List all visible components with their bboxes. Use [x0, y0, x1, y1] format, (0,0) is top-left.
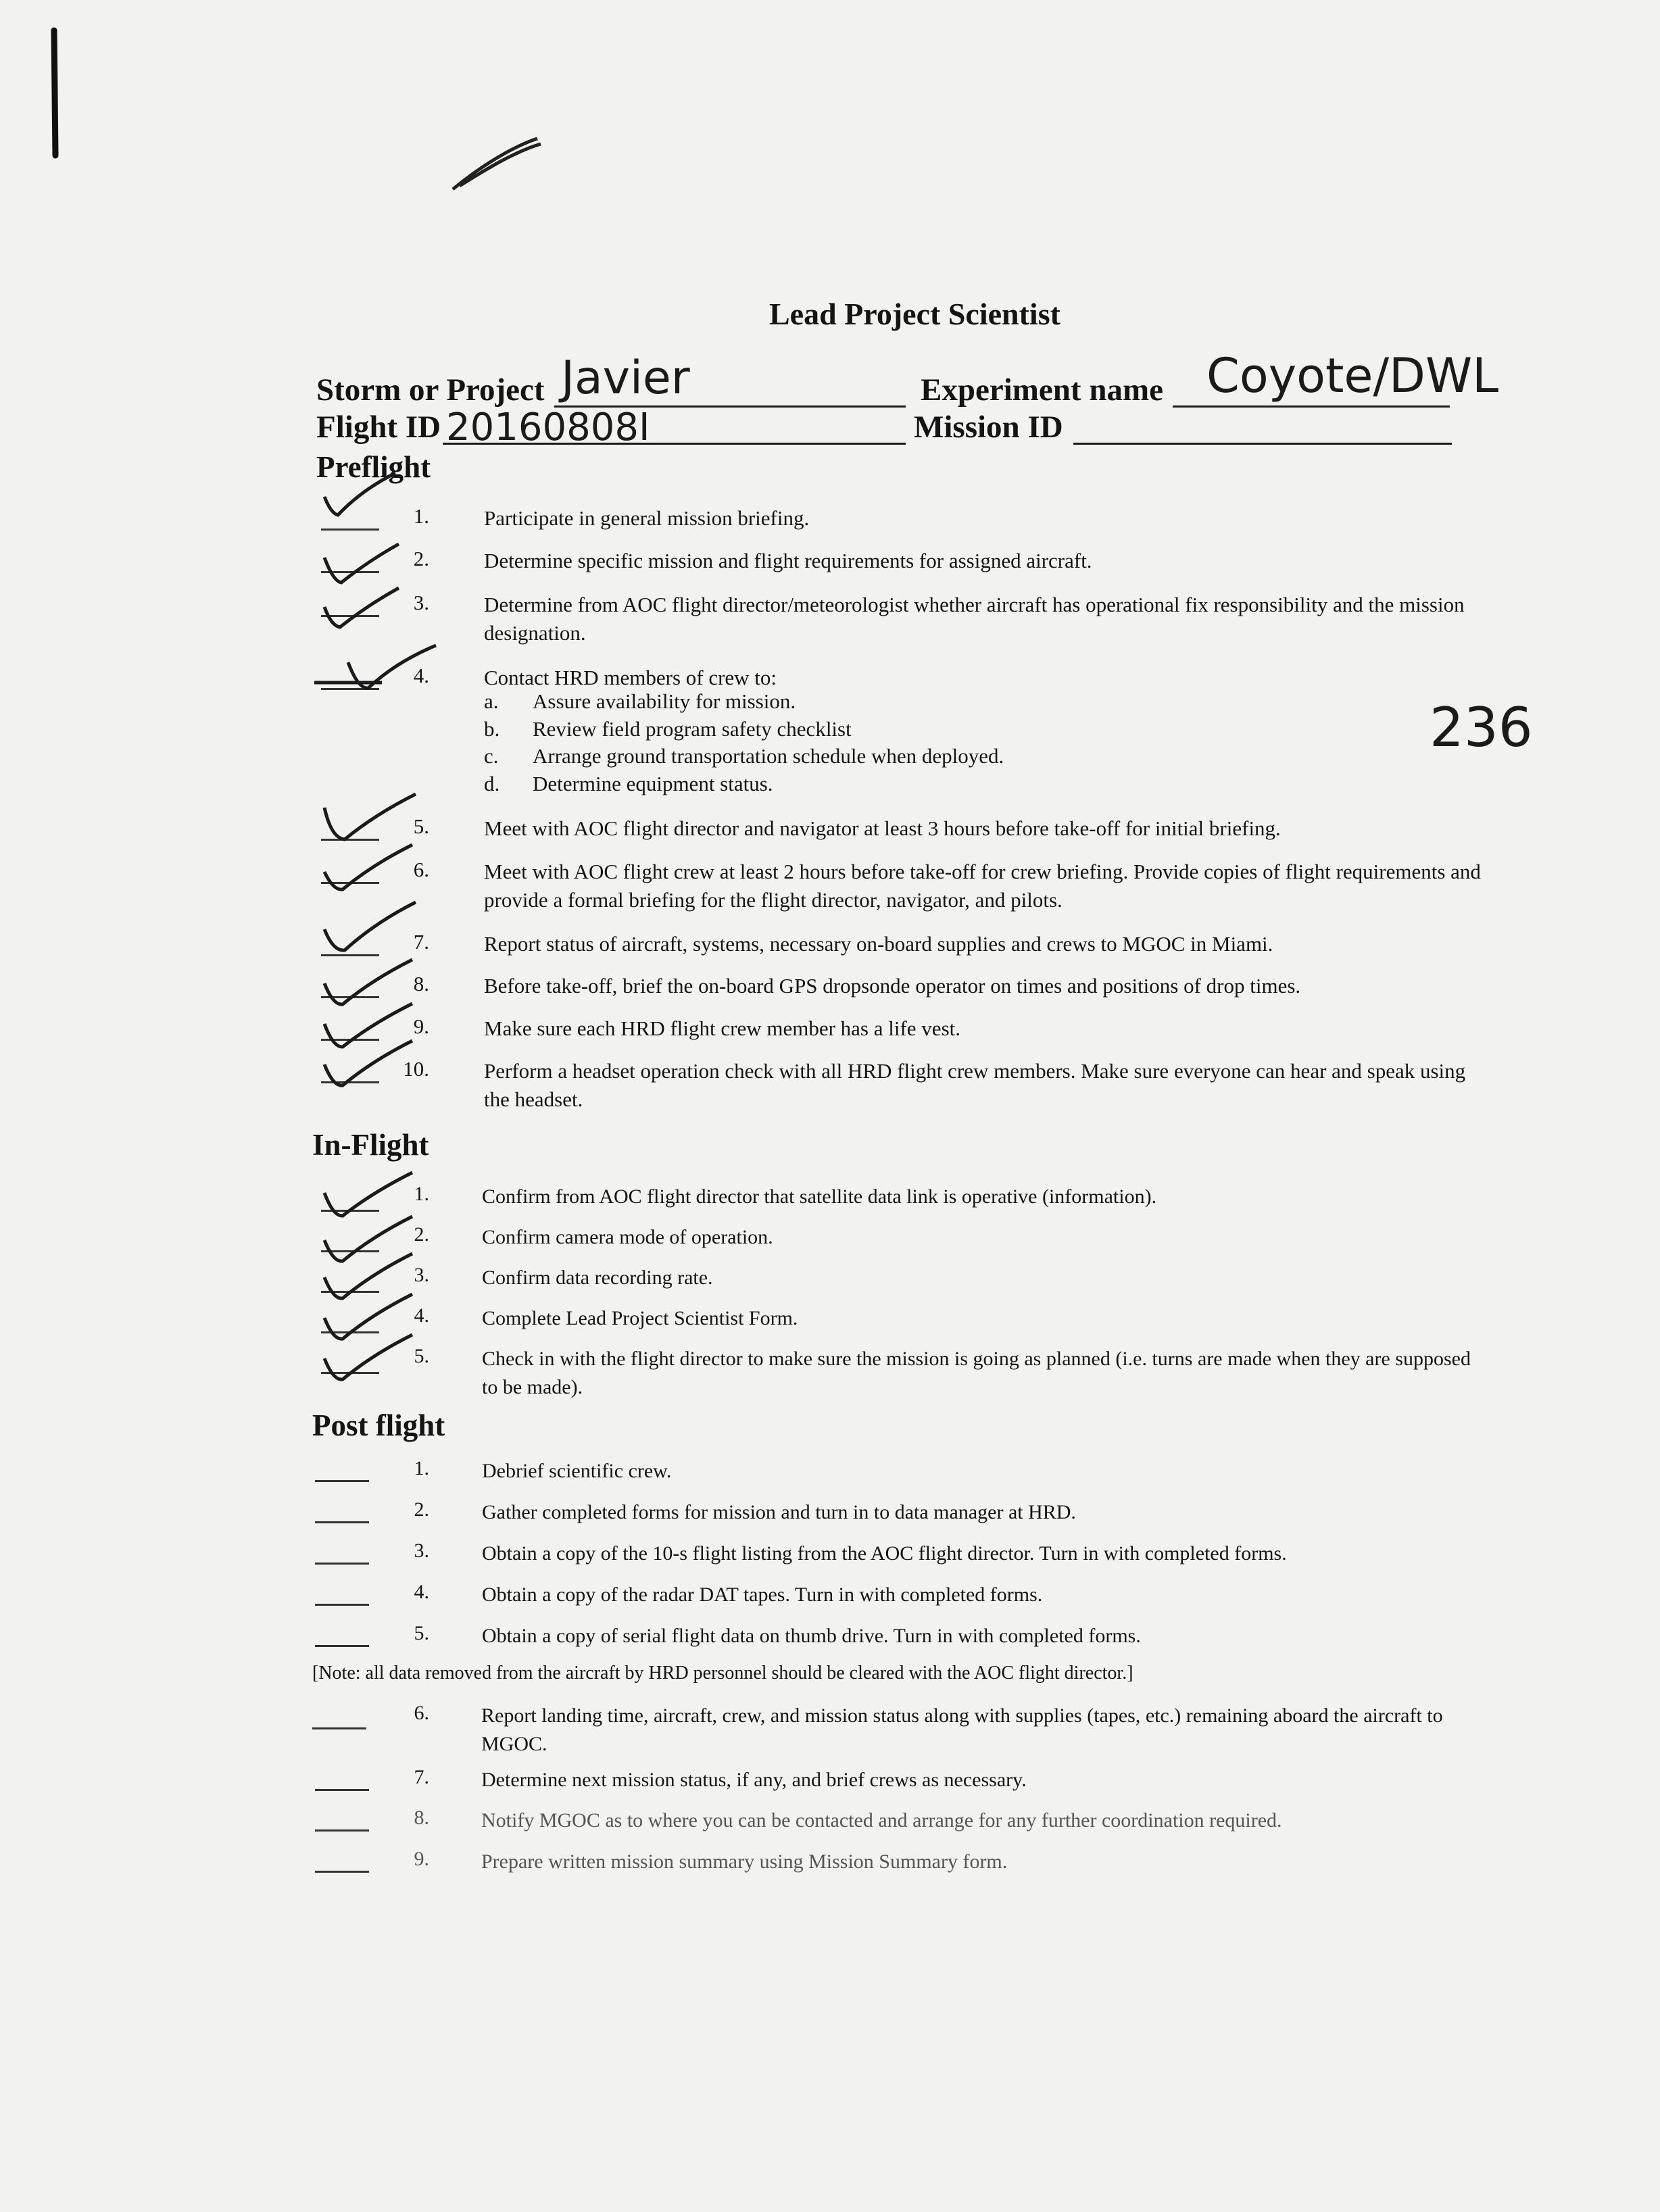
item-text: Report landing time, aircraft, crew, and mission status along with supplies (tapes, etc.) remaining aboard the aircraft to MGOC.	[481, 1704, 1443, 1755]
checkbox-blank[interactable]	[321, 529, 379, 531]
item-number: 10.	[403, 1057, 429, 1081]
checkbox-blank[interactable]	[315, 1480, 369, 1482]
item-number: 1.	[414, 1183, 429, 1205]
item-number: 9.	[414, 1848, 429, 1870]
item-text: Before take-off, brief the on-board GPS dropsonde operator on times and positions of drop times.	[484, 974, 1301, 998]
item-number: 1.	[413, 504, 429, 528]
item-number: 2.	[414, 1223, 429, 1246]
subitem	[484, 772, 773, 796]
item-number: 5.	[413, 814, 429, 838]
subitem-letter: d.	[484, 772, 500, 795]
checkbox-blank[interactable]	[315, 1871, 369, 1873]
checkbox-blank[interactable]	[315, 1829, 369, 1832]
subitem	[484, 744, 1004, 768]
item-number: 3.	[414, 1540, 429, 1562]
item-number: 6.	[413, 858, 429, 881]
item-text: Obtain a copy of the 10-s flight listing from the AOC flight director. Turn in with completed forms.	[482, 1542, 1287, 1565]
checkmark-icon	[314, 580, 409, 641]
subitem-text: Review field program safety checklist	[533, 717, 852, 741]
checkmark-icon	[308, 635, 443, 696]
item-number: 2.	[414, 1498, 429, 1521]
item-text: Perform a headset operation check with all HRD flight crew members. Make sure everyone can hear and speak using the headset.	[484, 1059, 1466, 1111]
subitem-text: Determine equipment status.	[533, 772, 773, 795]
item-text: Prepare written mission summary using Mission Summary form.	[481, 1850, 1008, 1873]
item-text: Complete Lead Project Scientist Form.	[482, 1307, 798, 1329]
checkbox-blank[interactable]	[315, 1645, 369, 1647]
item-number: 6.	[414, 1702, 429, 1724]
item-text: Check in with the flight director to make sure the mission is going as planned (i.e. turns are made when they are supposed to be made).	[482, 1348, 1471, 1398]
checkmark-icon	[314, 892, 422, 960]
pen-stroke-mark	[446, 132, 547, 199]
flight-id-label: Flight ID	[316, 410, 441, 445]
preflight-heading: Preflight	[316, 450, 431, 484]
mission-id-label: Mission ID	[914, 410, 1063, 445]
checkbox-blank[interactable]	[315, 1789, 369, 1791]
scan-margin-mark	[47, 27, 61, 162]
item-number: 2.	[413, 547, 429, 570]
item-text: Confirm from AOC flight director that satellite data link is operative (information).	[482, 1185, 1157, 1208]
item-text: Determine next mission status, if any, and brief crews as necessary.	[481, 1769, 1027, 1791]
item-text: Meet with AOC flight crew at least 2 hours before take-off for crew briefing. Provide copies of flight requirements and provide a formal briefing for the flight director, navigator, and pilots.	[484, 860, 1481, 912]
checkmark-icon	[314, 1034, 422, 1095]
item-number: 4.	[414, 1304, 429, 1327]
item-text: Make sure each HRD flight crew member has a life vest.	[484, 1016, 960, 1040]
item-number: 3.	[413, 591, 429, 614]
checkbox-blank[interactable]	[315, 1521, 369, 1523]
item-number: 1.	[414, 1457, 429, 1479]
item-text: Gather completed forms for mission and turn in to data manager at HRD.	[482, 1501, 1076, 1523]
experiment-name-label: Experiment name	[921, 372, 1163, 408]
checkmark-icon	[314, 838, 422, 899]
item-text: Meet with AOC flight director and navigator at least 3 hours before take-off for initial briefing.	[484, 816, 1281, 840]
checkmark-icon	[314, 1328, 422, 1389]
checkbox-blank[interactable]	[315, 1563, 369, 1565]
item-number: 5.	[414, 1345, 429, 1367]
item-text: Confirm data recording rate.	[482, 1267, 713, 1289]
inflight-heading: In-Flight	[312, 1128, 429, 1162]
subitem-text: Arrange ground transportation schedule when deployed.	[533, 744, 1004, 768]
item-number: 7.	[414, 1766, 429, 1788]
experiment-name-value: Coyote/DWL	[1206, 348, 1499, 403]
postflight-note: [Note: all data removed from the aircraft by HRD personnel should be cleared with the AOC flight director.]	[312, 1663, 1133, 1683]
storm-project-value: Javier	[561, 351, 690, 405]
item-number: 9.	[413, 1014, 429, 1038]
checkbox-blank[interactable]	[312, 1727, 366, 1729]
item-text: Report status of aircraft, systems, necessary on-board supplies and crews to MGOC in Miami.	[484, 932, 1273, 956]
mission-id-field[interactable]	[1073, 443, 1452, 445]
flight-id-value: 20160808I	[446, 405, 650, 449]
item-number: 4.	[414, 1581, 429, 1603]
item-text: Confirm camera mode of operation.	[482, 1226, 773, 1248]
item-text: Debrief scientific crew.	[482, 1460, 672, 1482]
experiment-name-field[interactable]	[1173, 405, 1450, 408]
item-text: Obtain a copy of serial flight data on thumb drive. Turn in with completed forms.	[482, 1625, 1141, 1647]
subitem-letter: c.	[484, 744, 499, 768]
item-text: Determine specific mission and flight requirements for assigned aircraft.	[484, 549, 1092, 572]
checkmark-icon	[314, 466, 409, 527]
item-number: 5.	[414, 1622, 429, 1644]
item-number: 8.	[413, 972, 429, 996]
subitem	[484, 717, 852, 741]
subitem-text: Assure availability for mission.	[533, 689, 796, 713]
subitem-letter: a.	[484, 689, 499, 713]
page-title: Lead Project Scientist	[769, 297, 1060, 331]
item-text: Obtain a copy of the radar DAT tapes. Turn in with completed forms.	[482, 1583, 1043, 1606]
item-text: Participate in general mission briefing.	[484, 506, 810, 530]
margin-note: 236	[1430, 696, 1533, 759]
item-text: Determine from AOC flight director/meteorologist whether aircraft has operational fix responsibility and the mission designation.	[484, 593, 1465, 645]
storm-project-label: Storm or Project	[316, 372, 545, 408]
item-number: 3.	[414, 1264, 429, 1286]
subitem	[484, 689, 796, 714]
item-number: 4.	[413, 664, 429, 687]
postflight-heading: Post flight	[312, 1408, 445, 1442]
item-text: Notify MGOC as to where you can be contacted and arrange for any further coordination required.	[481, 1809, 1282, 1832]
item-text: Contact HRD members of crew to:	[484, 666, 777, 689]
subitem-letter: b.	[484, 717, 500, 741]
item-number: 7.	[413, 930, 429, 954]
item-number: 8.	[414, 1807, 429, 1829]
checkbox-blank[interactable]	[315, 1604, 369, 1606]
